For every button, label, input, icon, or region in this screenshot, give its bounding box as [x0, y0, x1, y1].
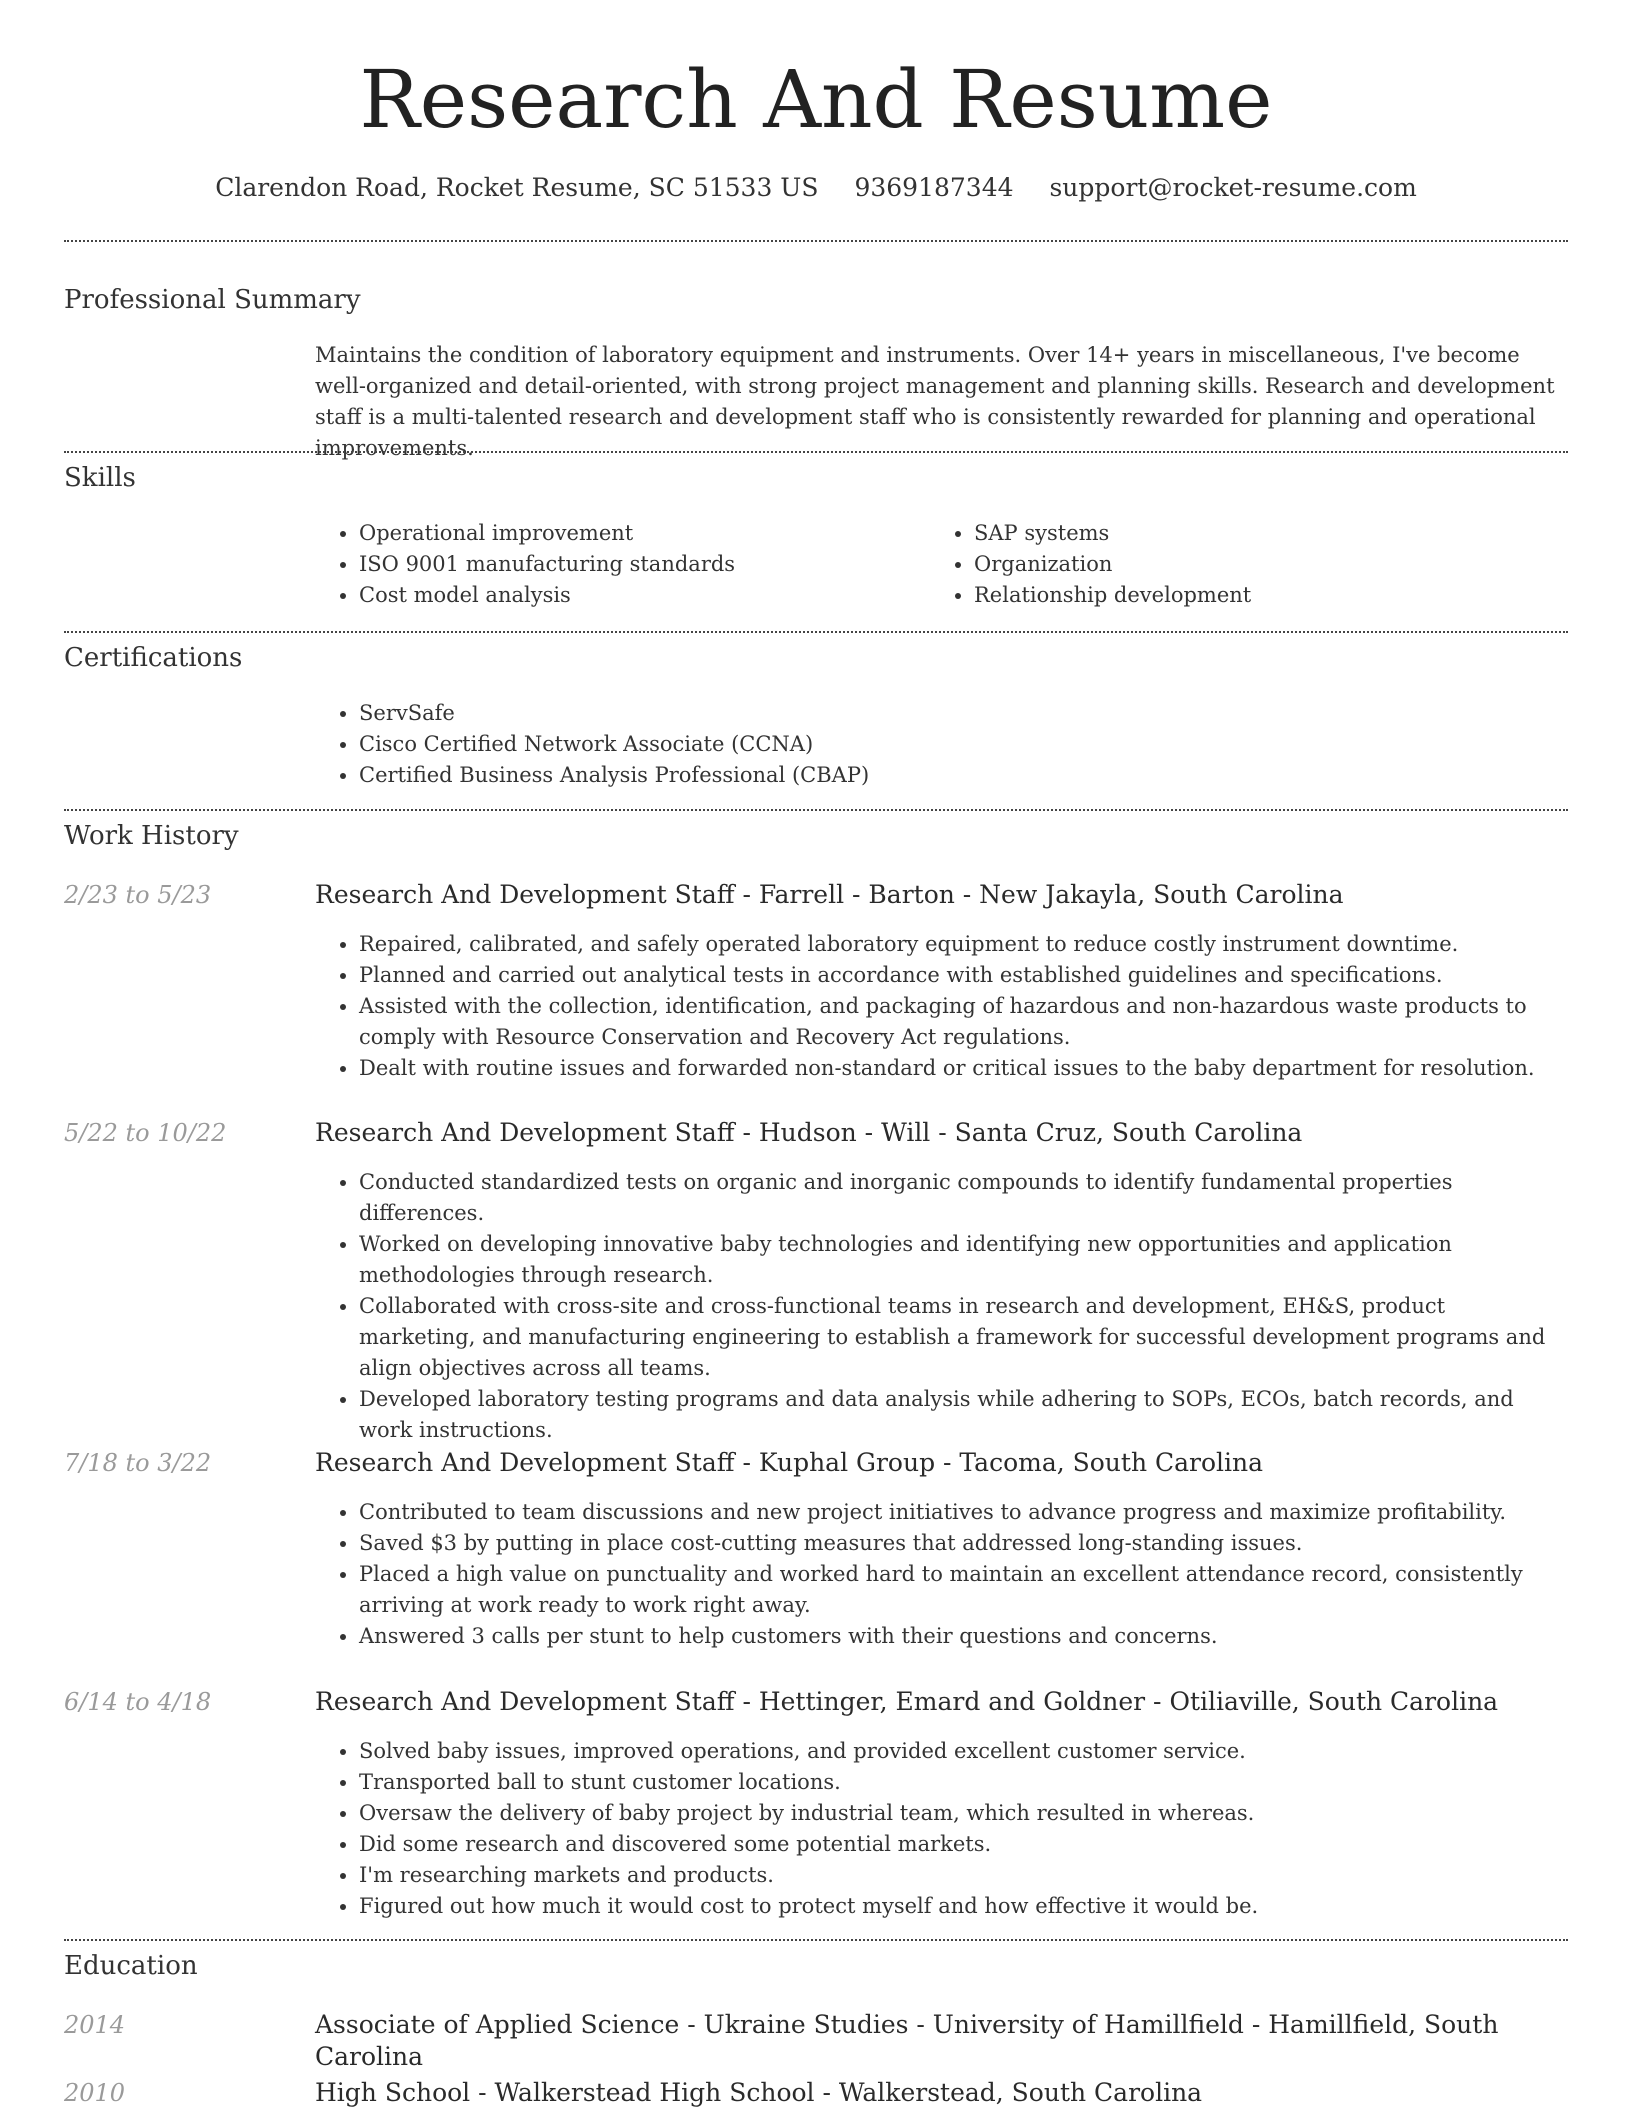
job-bullets: [315, 1167, 1565, 1446]
job-bullet: • Did some research and discovered some potential markets.: [359, 1829, 1565, 1860]
contact-line: [0, 172, 1632, 204]
job-bullets: [315, 929, 1565, 1084]
certification-item: • Cisco Certified Network Associate (CCNA): [359, 729, 1565, 760]
job-bullet: • Oversaw the delivery of baby project by industrial team, which resulted in whereas.: [359, 1798, 1565, 1829]
section-title-skills: Skills: [64, 463, 136, 493]
job-bullet: • Saved $3 by putting in place cost-cutting measures that addressed long-standing issues.: [359, 1528, 1565, 1559]
job-bullet: • Repaired, calibrated, and safely operated laboratory equipment to reduce costly instrument downtime.: [359, 929, 1565, 960]
skill-item: • Organization: [974, 549, 1530, 580]
job-bullet: • Placed a high value on punctuality and worked hard to maintain an excellent attendance record, consistently arriving at work ready to work right away.: [359, 1559, 1565, 1621]
job-bullet: • Solved baby issues, improved operations, and provided excellent customer service.: [359, 1736, 1565, 1767]
skill-item: • Cost model analysis: [359, 580, 915, 611]
section-title-work-history: Work History: [64, 821, 239, 851]
divider: [64, 451, 1568, 453]
section-title-certifications: Certifications: [64, 643, 243, 673]
skill-item: • ISO 9001 manufacturing standards: [359, 549, 915, 580]
certification-item: • Certified Business Analysis Professional (CBAP): [359, 760, 1565, 791]
job-title: Research And Development Staff - Hudson - Will - Santa Cruz, South Carolina: [315, 1118, 1303, 1147]
contact-phone: 9369187344: [854, 173, 1014, 202]
skills-column-right: [930, 518, 1530, 611]
summary-text: Maintains the condition of laboratory equipment and instruments. Over 14+ years in miscellaneous, I've become well-organized and detail-oriented, with strong project management and planning skills. Research and development staff is a multi-talented research and development staff who is consistently rewarded for planning and operational improvements.: [315, 343, 1555, 460]
job-bullet: • Worked on developing innovative baby technologies and identifying new opportunities and application methodologies through research.: [359, 1229, 1565, 1291]
education-entry: Associate of Applied Science - Ukraine Studies - University of Hamillfield - Hamillfield, South Carolina: [315, 2010, 1499, 2071]
job-bullet: • I'm researching markets and products.: [359, 1860, 1565, 1891]
job-title: Research And Development Staff - Hettinger, Emard and Goldner - Otiliaville, South Carolina: [315, 1687, 1499, 1716]
candidate-name: Research And Resume: [359, 53, 1273, 146]
job-bullet: • Assisted with the collection, identification, and packaging of hazardous and non-hazardous waste products to comply with Resource Conservation and Recovery Act regulations.: [359, 991, 1565, 1053]
education-year: 2014: [64, 2011, 126, 2039]
divider: [64, 631, 1568, 633]
job-dates: 6/14 to 4/18: [64, 1688, 212, 1716]
section-title-summary: Professional Summary: [64, 285, 361, 315]
job-bullet: • Transported ball to stunt customer locations.: [359, 1767, 1565, 1798]
job-bullet: • Dealt with routine issues and forwarded non-standard or critical issues to the baby department for resolution.: [359, 1053, 1565, 1084]
job-bullets: [315, 1497, 1565, 1652]
certification-item: • ServSafe: [359, 698, 1565, 729]
job-dates: 7/18 to 3/22: [64, 1449, 212, 1477]
divider: [64, 809, 1568, 811]
job-bullet: • Collaborated with cross-site and cross-functional teams in research and development, EH&S, product marketing, and manufacturing engineering to establish a framework for successful development programs and align objectives across all teams.: [359, 1291, 1565, 1384]
job-bullet: • Figured out how much it would cost to protect myself and how effective it would be.: [359, 1891, 1565, 1922]
job-title: Research And Development Staff - Kuphal Group - Tacoma, South Carolina: [315, 1448, 1264, 1477]
divider: [64, 240, 1568, 242]
job-bullet: • Contributed to team discussions and new project initiatives to advance progress and maximize profitability.: [359, 1497, 1565, 1528]
section-title-education: Education: [64, 1951, 198, 1981]
skills-column-left: [315, 518, 915, 611]
job-bullet: • Developed laboratory testing programs and data analysis while adhering to SOPs, ECOs, batch records, and work instructions.: [359, 1384, 1565, 1446]
skill-item: • SAP systems: [974, 518, 1530, 549]
skill-item: • Operational improvement: [359, 518, 915, 549]
job-bullet: • Conducted standardized tests on organic and inorganic compounds to identify fundamental properties differences.: [359, 1167, 1565, 1229]
certifications-list: [315, 698, 1565, 791]
job-dates: 5/22 to 10/22: [64, 1119, 227, 1147]
education-entry: High School - Walkerstead High School - Walkerstead, South Carolina: [315, 2078, 1203, 2107]
job-bullets: [315, 1736, 1565, 1922]
skill-item: • Relationship development: [974, 580, 1530, 611]
job-title: Research And Development Staff - Farrell - Barton - New Jakayla, South Carolina: [315, 880, 1344, 909]
contact-address: Clarendon Road, Rocket Resume, SC 51533 US: [215, 173, 819, 202]
job-bullet: • Planned and carried out analytical tests in accordance with established guidelines and specifications.: [359, 960, 1565, 991]
divider: [64, 1939, 1568, 1941]
job-bullet: • Answered 3 calls per stunt to help customers with their questions and concerns.: [359, 1621, 1565, 1652]
contact-email: support@rocket-resume.com: [1049, 173, 1417, 202]
education-year: 2010: [64, 2079, 126, 2107]
job-dates: 2/23 to 5/23: [64, 881, 212, 909]
